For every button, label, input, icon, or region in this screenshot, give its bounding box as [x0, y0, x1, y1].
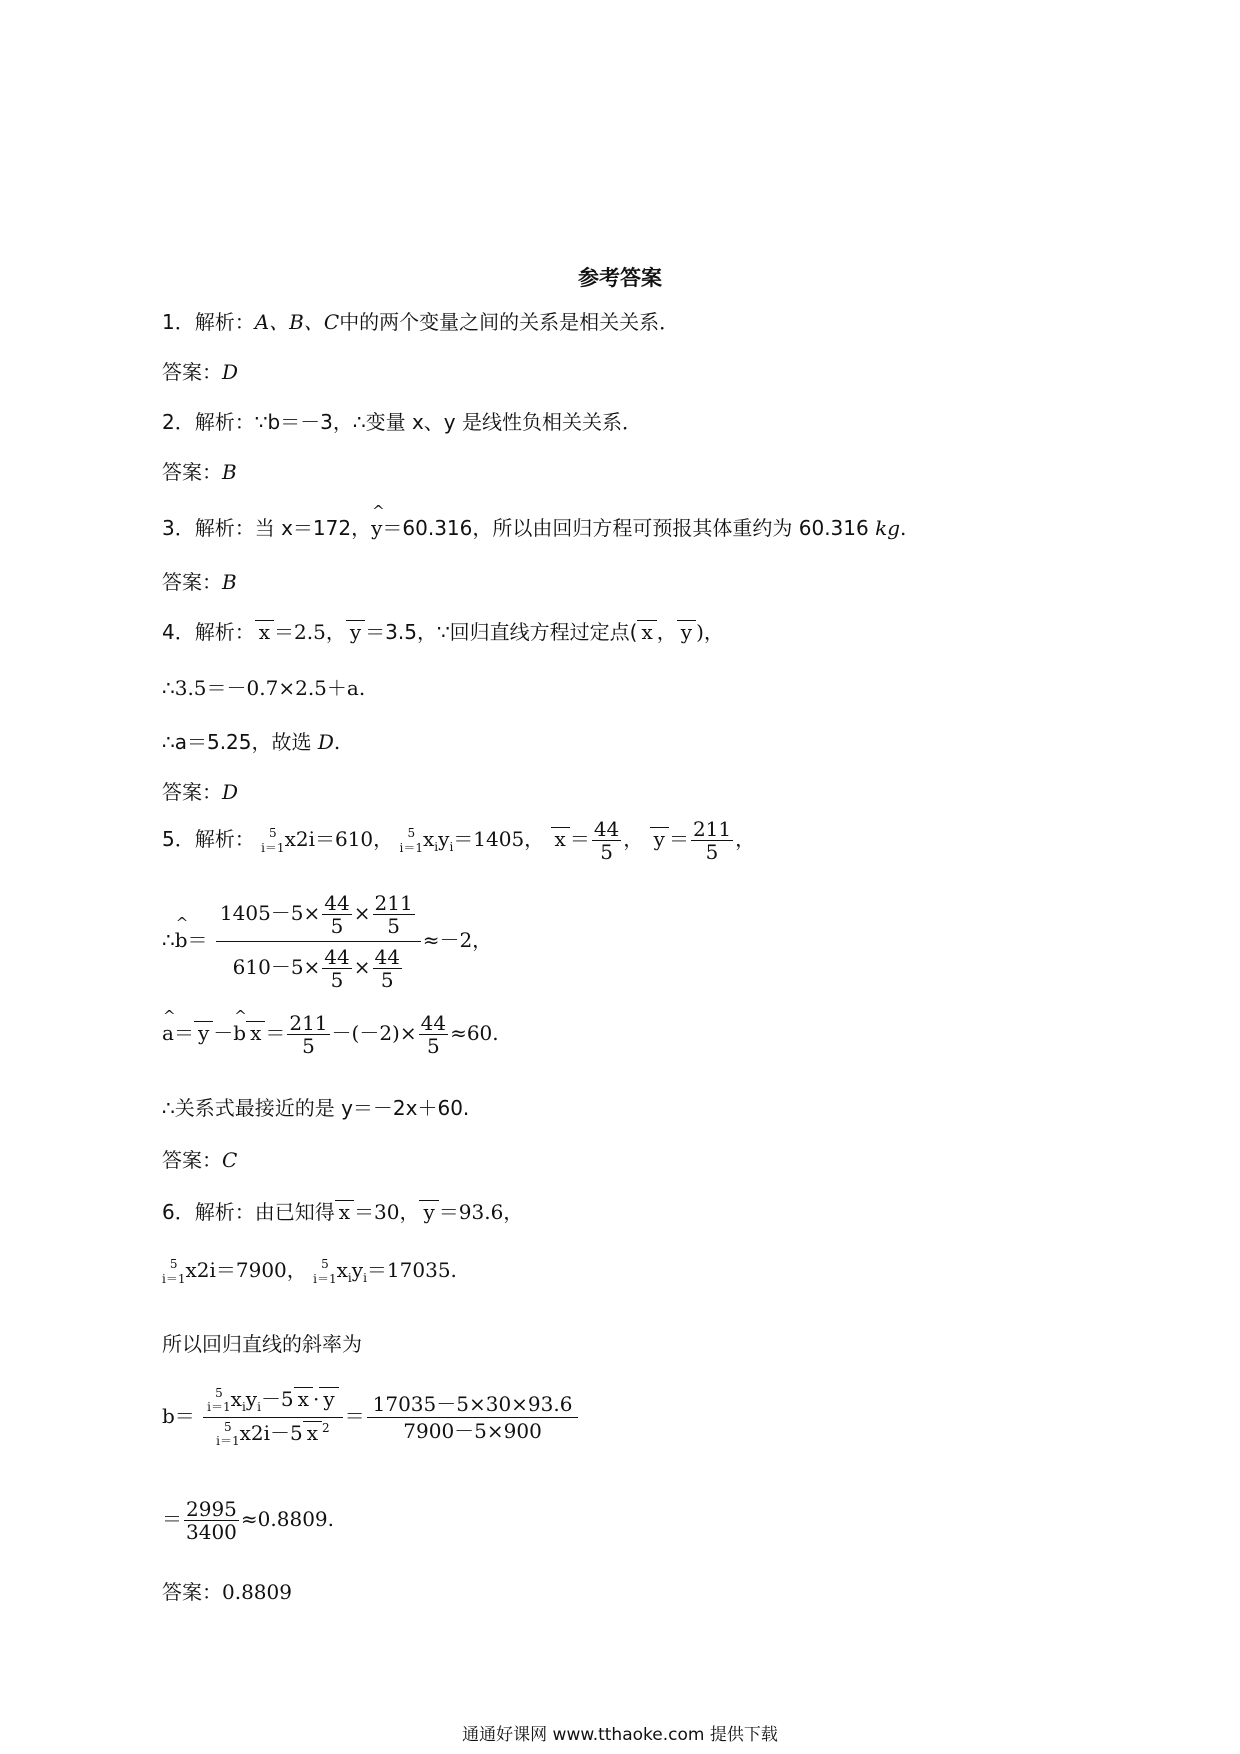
q4-line3: ∴a＝5.25，故选 D.: [162, 730, 341, 754]
q5-answer: 答案：C: [162, 1148, 238, 1172]
q6-answer: 答案：0.8809: [162, 1580, 292, 1604]
sum-symbol: 5 i＝1: [261, 826, 285, 855]
q4-line2: ∴3.5＝－0.7×2.5＋a.: [162, 676, 366, 700]
q1-analysis: 1．解析：A、B、C中的两个变量之间的关系是相关关系．: [162, 310, 680, 334]
q6-sums: 5 i＝1 x2i＝7900， 5 i＝1 $x_iy_i=17035$.: [162, 1257, 457, 1286]
q5-analysis: 5．解析： 5 i＝1 x2i＝610， 5 i＝1 $x_iy_i=1405$， x ＝ $\frac{44}{5}$ ， y ＝ $\frac{211}{5}$ ，: [162, 817, 756, 864]
q3-analysis: 3．解析：当 x＝172，^ y＝60.316，所以由回归方程可预报其体重约为 60.316 kg.: [162, 512, 906, 541]
q4-analysis: 4．解析： x ＝2.5， y ＝3.5，∵回归直线方程过定点( x ， y )，: [162, 620, 724, 644]
q6-analysis: 6．解析：由已知得 x ＝30， y ＝93.6，: [162, 1200, 524, 1224]
q6-result: ＝ $\frac{2995}{3400}$ ≈0.8809.: [162, 1497, 335, 1544]
sum-symbol: 5 i＝1: [399, 826, 423, 855]
q4-answer: 答案：D: [162, 780, 239, 804]
q6-slope-text: 所以回归直线的斜率为: [162, 1332, 362, 1356]
q5-relation: ∴关系式最接近的是 y＝－2x＋60.: [162, 1096, 470, 1120]
q2-analysis: 2．解析：∵b＝－3，∴变量 x、y 是线性负相关关系．: [162, 410, 642, 434]
q5-bhat: ∴^ b＝ 1405－5× $\frac{44}{5}$ × $\frac{211}{5}$ 610－5× $\frac{44}{5}$ × $\frac{44}{5}$ ≈－2，: [162, 888, 492, 995]
footer-credit: 通通好课网 www.tthaoke.com 提供下载: [462, 1725, 778, 1745]
q2-answer: 答案：B: [162, 460, 237, 484]
q1-answer: 答案：D: [162, 360, 239, 384]
page-title: 参考答案: [578, 266, 662, 290]
bhat-fraction: 1405－5× $\frac{44}{5}$ × $\frac{211}{5}$ 610－5× $\frac{44}{5}$ × $\frac{44}{5}$: [216, 888, 421, 995]
q3-answer: 答案：B: [162, 570, 237, 594]
q6-b-formula: b＝ 5 i＝1 $x_iy_i-5$ x · y 5 i＝1 x2i－5 x $^2$ ＝ $\frac{17035-5\times 30\times 93.6}{7900-5\times 900}$: [162, 1384, 580, 1451]
q5-ahat: ^ a＝ y －^ b x ＝ $\frac{211}{5}$ －(－2)× $\frac{44}{5}$ ≈60.: [162, 1012, 499, 1057]
